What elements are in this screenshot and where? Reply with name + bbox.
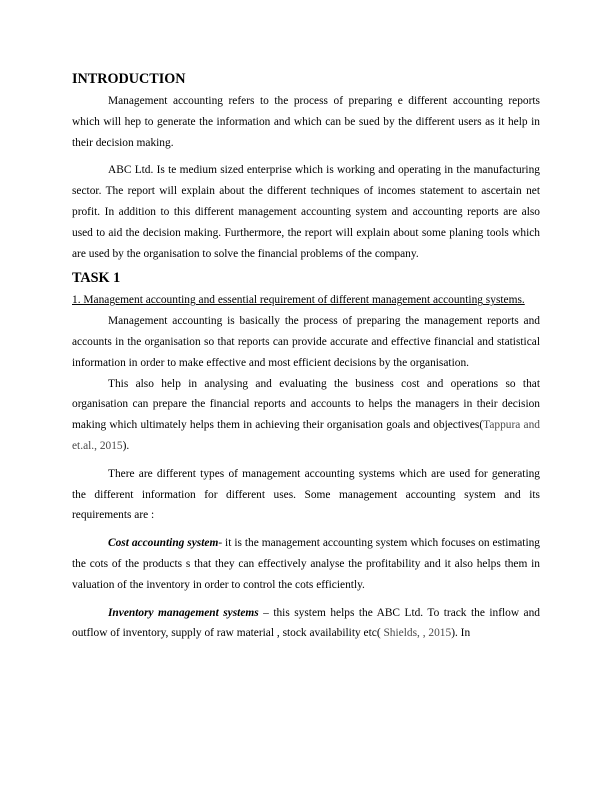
task1-item-title: 1. Management accounting and essential requirement of different management accounting systems. [72, 294, 525, 307]
cost-accounting-text: - it is the management accounting system which focuses on estimating the cots of the products s that they can effectively analyse the profitability and it also helps them in valuation of the inventory in order to control the cots efficiently. [72, 537, 540, 591]
task1-paragraph-2 [72, 374, 540, 457]
task1-paragraph-1: Management accounting is basically the process of preparing the management reports and accounts in the organisation so that reports can provide accurate and effective financial and statistical information in order to make effective and most efficient decisions by the organisation. [72, 315, 540, 369]
inventory-management-text: – this system helps the ABC Ltd. To track the inflow and outflow of inventory, supply of raw material , stock availability etc( [72, 606, 540, 640]
intro-paragraph-1: Management accounting refers to the process of preparing e different accounting reports which will hep to generate the information and which can be sued by the different users as it help in their decision making. [72, 95, 540, 149]
citation-shields: Shields, , 2015 [383, 627, 452, 640]
inventory-management-end: ). In [451, 627, 471, 640]
task1-heading: TASK 1 [72, 270, 121, 287]
cost-accounting-term: Cost accounting system [108, 537, 219, 550]
inventory-management-paragraph [72, 603, 540, 645]
document-body [72, 71, 540, 644]
task1-paragraph-3: There are different types of management accounting systems which are used for generating the different information for different uses. Some management accounting system and its requirements are : [72, 467, 540, 522]
intro-paragraph-2: ABC Ltd. Is te medium sized enterprise which is working and operating in the manufacturing sector. The report will explain about the different techniques of incomes statement to ascertain net profit. In addition to this different management accounting system and accounting reports are also used to aid the decision making. Furthermore, the report will explain about some planing tools which are used by the organisation to solve the financial problems of the company. [72, 164, 540, 260]
inventory-management-term: Inventory management systems [108, 606, 259, 619]
introduction-heading: INTRODUCTION [72, 71, 186, 87]
citation-tappura: Tappura and et.al., 2015 [72, 419, 540, 452]
task1-paragraph-2-end: ). [122, 439, 130, 452]
task1-paragraph-2-text: This also help in analysing and evaluating the business cost and operations so that organisation can prepare the financial reports and accounts to helps the managers in their decision making which ultimately helps them in achieving their organisation goals and objectives( [72, 377, 540, 432]
cost-accounting-paragraph [72, 533, 540, 595]
